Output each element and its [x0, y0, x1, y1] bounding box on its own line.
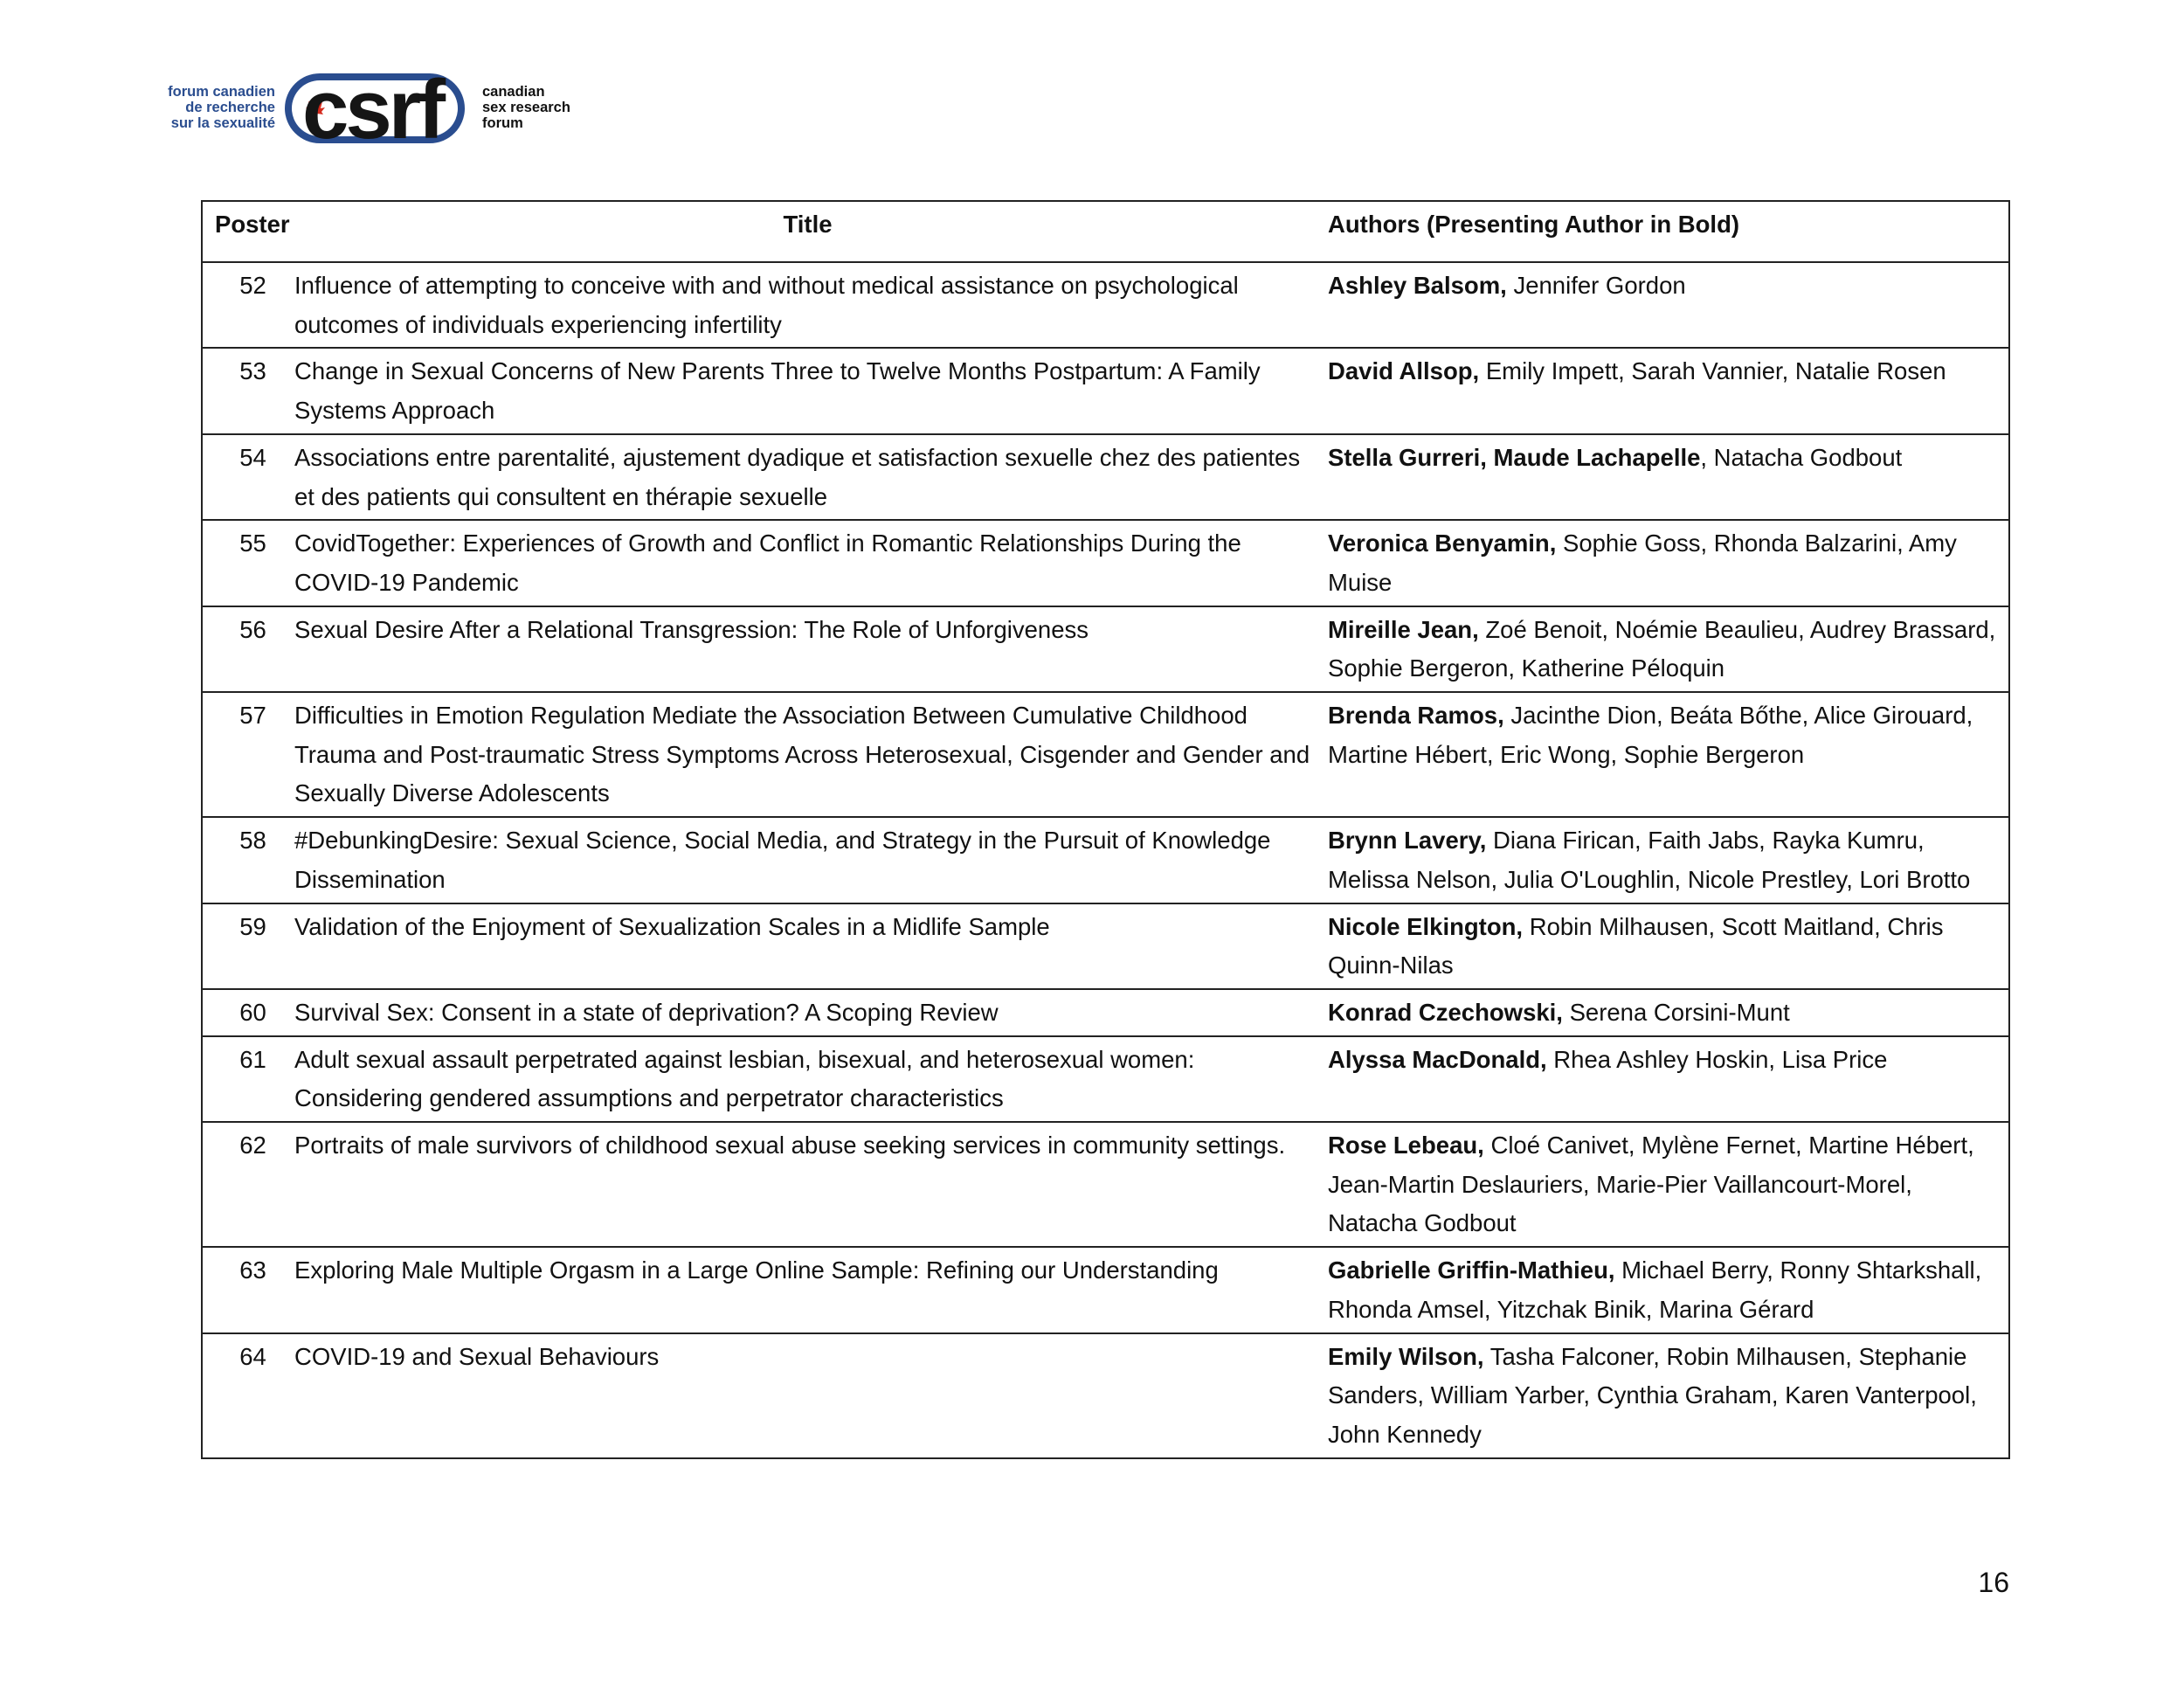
header-poster: Poster: [202, 201, 293, 262]
logo-english-line: forum: [482, 115, 523, 131]
header-title: Title: [293, 201, 1323, 262]
table-row: [202, 348, 2009, 433]
poster-number: 62: [202, 1122, 293, 1247]
table-row: [202, 1333, 2009, 1458]
poster-authors: [1323, 692, 2009, 817]
co-authors: Tasha Falconer, Robin Milhausen, Stephanie Sanders, William Yarber, Cynthia Graham, Karen Vanterpool, John Kennedy: [1328, 1342, 1984, 1448]
poster-title: Adult sexual assault perpetrated against lesbian, bisexual, and heterosexual women: Considering gendered assumptions and perpetrator characteristics: [293, 1036, 1323, 1122]
co-authors: Diana Firican, Faith Jabs, Rayka Kumru, Melissa Nelson, Julia O'Loughlin, Nicole Prestley, Lori Brotto: [1328, 827, 1971, 893]
co-authors: Zoé Benoit, Noémie Beaulieu, Audrey Brassard, Sophie Bergeron, Katherine Péloquin: [1328, 615, 2002, 682]
poster-number: 53: [202, 348, 293, 433]
table-row: [202, 1247, 2009, 1332]
poster-number: 60: [202, 989, 293, 1036]
header-authors: Authors (Presenting Author in Bold): [1323, 201, 2009, 262]
logo-english-line: sex research: [482, 100, 570, 115]
logo-csrf-mark: [278, 51, 479, 156]
co-authors: Rhea Ashley Hoskin, Lisa Price: [1546, 1045, 1888, 1073]
poster-number: 63: [202, 1247, 293, 1332]
presenting-author: Brenda Ramos,: [1328, 702, 1504, 730]
poster-authors: [1323, 1122, 2009, 1247]
table-row: [202, 903, 2009, 989]
poster-number: 59: [202, 903, 293, 989]
poster-title: Influence of attempting to conceive with and without medical assistance on psychological outcomes of individuals experiencing infertility: [293, 262, 1323, 348]
poster-number: 54: [202, 434, 293, 520]
csrf-logo: [131, 51, 603, 156]
co-authors: Cloé Canivet, Mylène Fernet, Martine Hébert, Jean-Martin Deslauriers, Marie-Pier Vaillancourt-Morel, Natacha Godbout: [1328, 1132, 1981, 1237]
co-authors: Sophie Goss, Rhonda Balzarini, Amy Muise: [1328, 530, 1964, 596]
presenting-author: Alyssa MacDonald,: [1328, 1045, 1547, 1073]
poster-table: [201, 200, 2010, 1459]
presenting-author: Nicole Elkington,: [1328, 912, 1524, 940]
presenting-author: David Allsop,: [1328, 357, 1480, 385]
table-row: [202, 606, 2009, 692]
poster-title: Exploring Male Multiple Orgasm in a Large Online Sample: Refining our Understanding: [293, 1247, 1323, 1332]
table-row: [202, 434, 2009, 520]
table-row: [202, 262, 2009, 348]
poster-number: 52: [202, 262, 293, 348]
poster-title: Associations entre parentalité, ajustement dyadique et satisfaction sexuelle chez des patientes et des patients qui consultent en thérapie sexuelle: [293, 434, 1323, 520]
co-authors: , Natacha Godbout: [1700, 443, 1903, 471]
logo-french-line: forum canadien: [168, 84, 275, 100]
page-number: 16: [1978, 1567, 2009, 1598]
poster-authors: [1323, 434, 2009, 520]
poster-title: #DebunkingDesire: Sexual Science, Social Media, and Strategy in the Pursuit of Knowledge Dissemination: [293, 817, 1323, 903]
table-body: [202, 262, 2009, 1458]
poster-number: 56: [202, 606, 293, 692]
table-row: [202, 692, 2009, 817]
presenting-author: Rose Lebeau,: [1328, 1132, 1484, 1159]
logo-french-line: de recherche: [185, 100, 275, 115]
poster-authors: [1323, 1247, 2009, 1332]
co-authors: Jacinthe Dion, Beáta Bőthe, Alice Girouard, Martine Hébert, Eric Wong, Sophie Bergeron: [1328, 702, 1980, 768]
poster-authors: [1323, 903, 2009, 989]
presenting-author: Veronica Benyamin,: [1328, 530, 1557, 557]
co-authors: Emily Impett, Sarah Vannier, Natalie Rosen: [1479, 357, 1946, 385]
presenting-author: Brynn Lavery,: [1328, 827, 1487, 855]
table-row: [202, 989, 2009, 1036]
poster-number: 55: [202, 520, 293, 606]
poster-authors: [1323, 1333, 2009, 1458]
table-header-row: [202, 201, 2009, 262]
logo-english-line: canadian: [482, 84, 545, 100]
presenting-author: Gabrielle Griffin-Mathieu,: [1328, 1256, 1615, 1284]
presenting-author: Ashley Balsom,: [1328, 272, 1507, 299]
poster-authors: [1323, 348, 2009, 433]
poster-number: 61: [202, 1036, 293, 1122]
co-authors: Jennifer Gordon: [1506, 272, 1686, 299]
logo-french-line: sur la sexualité: [170, 115, 275, 131]
poster-title: Change in Sexual Concerns of New Parents Three to Twelve Months Postpartum: A Family Systems Approach: [293, 348, 1323, 433]
table-row: [202, 1036, 2009, 1122]
poster-title: Validation of the Enjoyment of Sexualization Scales in a Midlife Sample: [293, 903, 1323, 989]
table-row: [202, 520, 2009, 606]
poster-title: CovidTogether: Experiences of Growth and Conflict in Romantic Relationships During the COVID-19 Pandemic: [293, 520, 1323, 606]
poster-number: 57: [202, 692, 293, 817]
co-authors: Michael Berry, Ronny Shtarkshall, Rhonda Amsel, Yitzchak Binik, Marina Gérard: [1328, 1256, 1988, 1323]
poster-authors: [1323, 262, 2009, 348]
logo-french-name: [131, 84, 275, 131]
co-authors: Serena Corsini-Munt: [1562, 998, 1790, 1026]
poster-title: Sexual Desire After a Relational Transgression: The Role of Unforgiveness: [293, 606, 1323, 692]
poster-authors: [1323, 989, 2009, 1036]
poster-title: Difficulties in Emotion Regulation Mediate the Association Between Cumulative Childhood Trauma and Post-traumatic Stress Symptoms Across Heterosexual, Cisgender and Gender and Sexually Diverse Adolescents: [293, 692, 1323, 817]
table-row: [202, 817, 2009, 903]
poster-title: COVID-19 and Sexual Behaviours: [293, 1333, 1323, 1458]
poster-authors: [1323, 606, 2009, 692]
table-row: [202, 1122, 2009, 1247]
presenting-author: Emily Wilson,: [1328, 1342, 1484, 1370]
poster-title: Portraits of male survivors of childhood sexual abuse seeking services in community settings.: [293, 1122, 1323, 1247]
co-authors: Robin Milhausen, Scott Maitland, Chris Quinn-Nilas: [1328, 912, 1951, 979]
presenting-author: Stella Gurreri, Maude Lachapelle: [1328, 443, 1701, 471]
poster-number: 58: [202, 817, 293, 903]
poster-title: Survival Sex: Consent in a state of deprivation? A Scoping Review: [293, 989, 1323, 1036]
poster-authors: [1323, 520, 2009, 606]
presenting-author: Mireille Jean,: [1328, 615, 1479, 643]
poster-authors: [1323, 1036, 2009, 1122]
logo-english-name: [482, 84, 605, 131]
presenting-author: Konrad Czechowski,: [1328, 998, 1563, 1026]
poster-authors: [1323, 817, 2009, 903]
poster-number: 64: [202, 1333, 293, 1458]
logo-csrf-letters: csrf: [302, 63, 443, 156]
